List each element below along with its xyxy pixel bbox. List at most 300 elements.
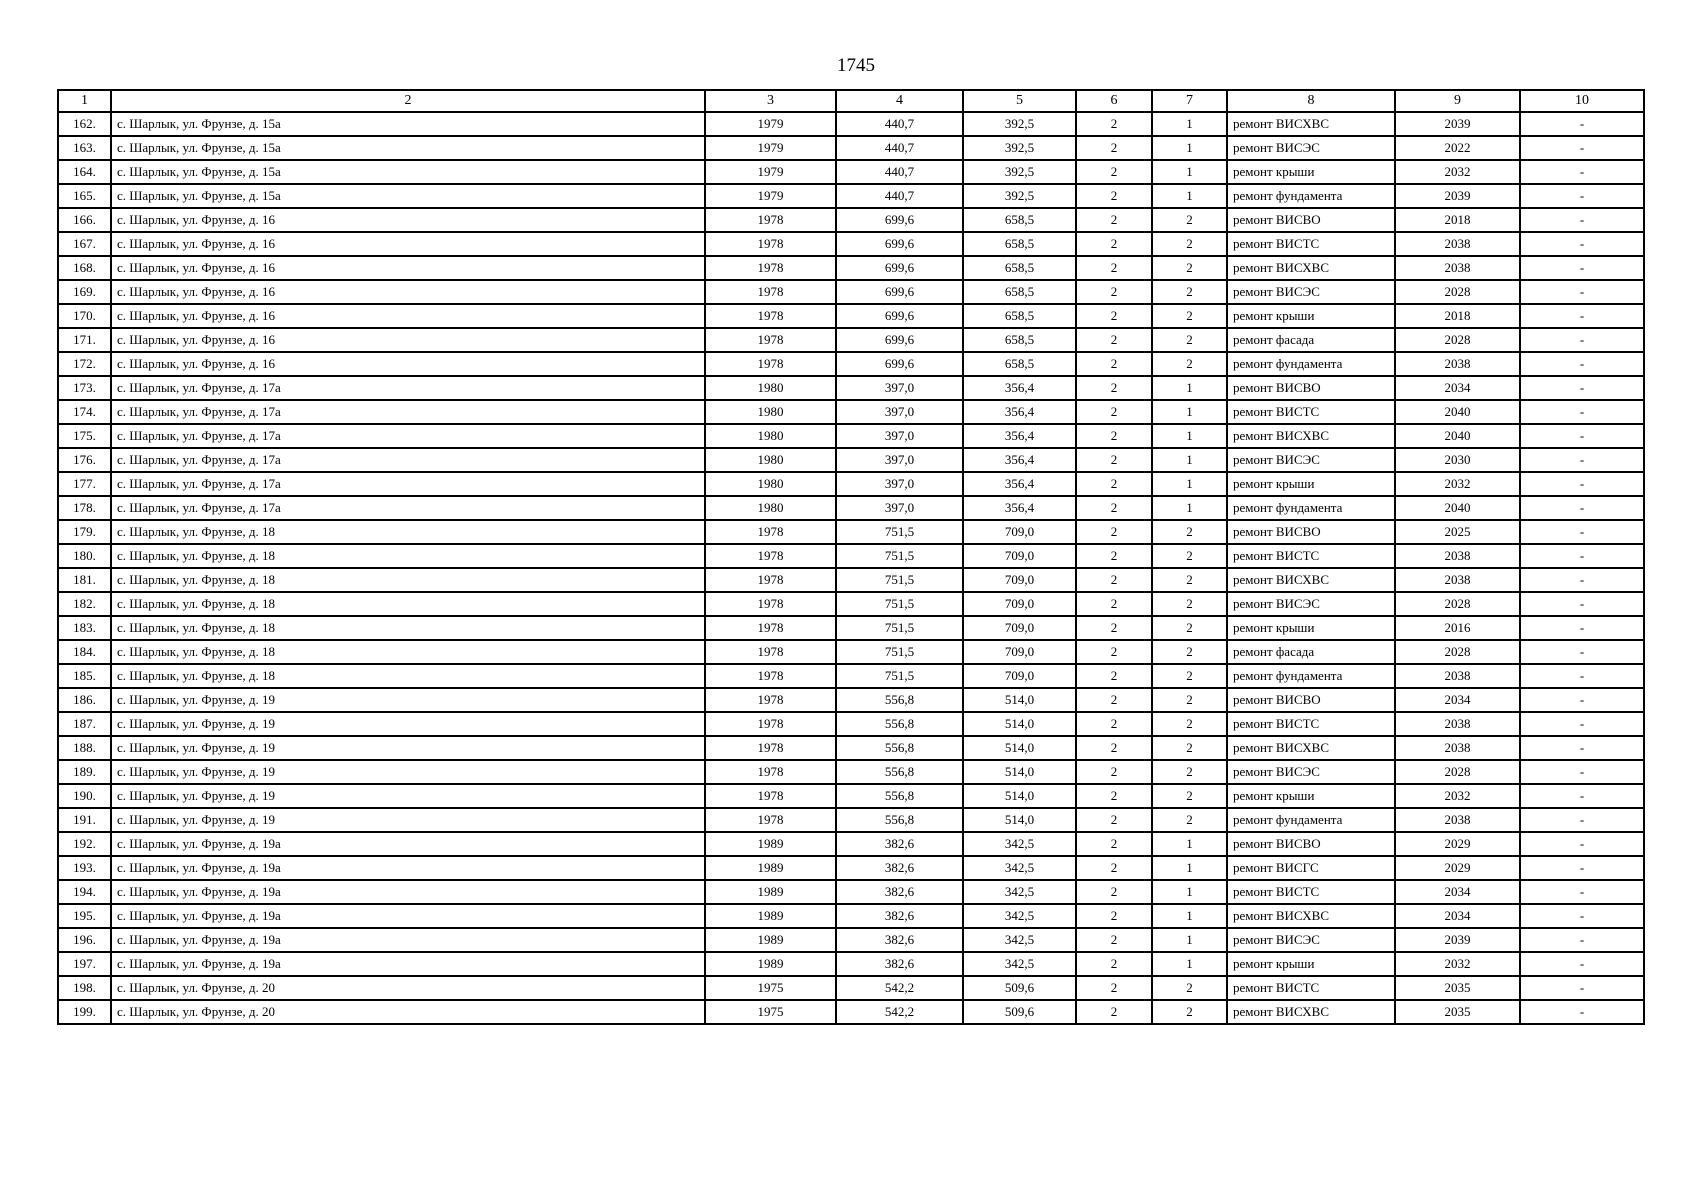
- entrances-cell: 1: [1152, 496, 1227, 520]
- year-cell: 1978: [705, 664, 836, 688]
- row-number: 186.: [58, 688, 111, 712]
- row-number: 174.: [58, 400, 111, 424]
- entrances-cell: 2: [1152, 520, 1227, 544]
- living-area-cell: 709,0: [963, 664, 1076, 688]
- living-area-cell: 392,5: [963, 112, 1076, 136]
- address-cell: с. Шарлык, ул. Фрунзе, д. 16: [111, 304, 705, 328]
- column-header: 2: [111, 90, 705, 112]
- planned-year-cell: 2028: [1395, 328, 1520, 352]
- living-area-cell: 342,5: [963, 928, 1076, 952]
- table-row: [58, 400, 1644, 424]
- living-area-cell: 342,5: [963, 832, 1076, 856]
- planned-year-cell: 2038: [1395, 736, 1520, 760]
- table-row: [58, 808, 1644, 832]
- planned-year-cell: 2034: [1395, 904, 1520, 928]
- year-cell: 1978: [705, 640, 836, 664]
- floors-cell: 2: [1076, 136, 1152, 160]
- living-area-cell: 514,0: [963, 688, 1076, 712]
- row-number: 193.: [58, 856, 111, 880]
- entrances-cell: 2: [1152, 664, 1227, 688]
- table-row: [58, 496, 1644, 520]
- planned-year-cell: 2029: [1395, 856, 1520, 880]
- entrances-cell: 1: [1152, 928, 1227, 952]
- work-type-cell: ремонт фасада: [1227, 328, 1395, 352]
- note-cell: -: [1520, 928, 1644, 952]
- note-cell: -: [1520, 544, 1644, 568]
- table-row: [58, 688, 1644, 712]
- total-area-cell: 699,6: [836, 256, 963, 280]
- year-cell: 1978: [705, 736, 836, 760]
- living-area-cell: 709,0: [963, 640, 1076, 664]
- floors-cell: 2: [1076, 808, 1152, 832]
- entrances-cell: 2: [1152, 976, 1227, 1000]
- entrances-cell: 2: [1152, 712, 1227, 736]
- total-area-cell: 556,8: [836, 688, 963, 712]
- total-area-cell: 397,0: [836, 496, 963, 520]
- total-area-cell: 440,7: [836, 112, 963, 136]
- total-area-cell: 382,6: [836, 832, 963, 856]
- table-row: [58, 376, 1644, 400]
- floors-cell: 2: [1076, 1000, 1152, 1024]
- note-cell: -: [1520, 568, 1644, 592]
- column-header: 9: [1395, 90, 1520, 112]
- address-cell: с. Шарлык, ул. Фрунзе, д. 19: [111, 736, 705, 760]
- address-cell: с. Шарлык, ул. Фрунзе, д. 18: [111, 616, 705, 640]
- entrances-cell: 1: [1152, 424, 1227, 448]
- note-cell: -: [1520, 592, 1644, 616]
- year-cell: 1978: [705, 544, 836, 568]
- floors-cell: 2: [1076, 976, 1152, 1000]
- total-area-cell: 699,6: [836, 280, 963, 304]
- row-number: 167.: [58, 232, 111, 256]
- living-area-cell: 392,5: [963, 136, 1076, 160]
- living-area-cell: 709,0: [963, 568, 1076, 592]
- row-number: 181.: [58, 568, 111, 592]
- entrances-cell: 2: [1152, 328, 1227, 352]
- table-row: [58, 712, 1644, 736]
- address-cell: с. Шарлык, ул. Фрунзе, д. 18: [111, 664, 705, 688]
- living-area-cell: 509,6: [963, 1000, 1076, 1024]
- planned-year-cell: 2038: [1395, 568, 1520, 592]
- total-area-cell: 751,5: [836, 664, 963, 688]
- column-header: 10: [1520, 90, 1644, 112]
- table-row: [58, 280, 1644, 304]
- living-area-cell: 514,0: [963, 808, 1076, 832]
- entrances-cell: 1: [1152, 160, 1227, 184]
- address-cell: с. Шарлык, ул. Фрунзе, д. 18: [111, 544, 705, 568]
- total-area-cell: 751,5: [836, 568, 963, 592]
- work-type-cell: ремонт фундамента: [1227, 184, 1395, 208]
- row-number: 169.: [58, 280, 111, 304]
- total-area-cell: 751,5: [836, 640, 963, 664]
- table-row: [58, 304, 1644, 328]
- work-type-cell: ремонт ВИСТС: [1227, 712, 1395, 736]
- living-area-cell: 392,5: [963, 184, 1076, 208]
- year-cell: 1989: [705, 832, 836, 856]
- total-area-cell: 699,6: [836, 328, 963, 352]
- work-type-cell: ремонт крыши: [1227, 304, 1395, 328]
- entrances-cell: 2: [1152, 256, 1227, 280]
- table-row: [58, 664, 1644, 688]
- living-area-cell: 342,5: [963, 856, 1076, 880]
- address-cell: с. Шарлык, ул. Фрунзе, д. 16: [111, 256, 705, 280]
- work-type-cell: ремонт ВИСХВС: [1227, 256, 1395, 280]
- floors-cell: 2: [1076, 592, 1152, 616]
- address-cell: с. Шарлык, ул. Фрунзе, д. 17а: [111, 496, 705, 520]
- living-area-cell: 342,5: [963, 952, 1076, 976]
- note-cell: -: [1520, 160, 1644, 184]
- total-area-cell: 382,6: [836, 880, 963, 904]
- entrances-cell: 2: [1152, 1000, 1227, 1024]
- table-row: [58, 592, 1644, 616]
- floors-cell: 2: [1076, 112, 1152, 136]
- entrances-cell: 1: [1152, 112, 1227, 136]
- living-area-cell: 356,4: [963, 448, 1076, 472]
- floors-cell: 2: [1076, 928, 1152, 952]
- work-type-cell: ремонт крыши: [1227, 784, 1395, 808]
- note-cell: -: [1520, 352, 1644, 376]
- row-number: 196.: [58, 928, 111, 952]
- note-cell: -: [1520, 688, 1644, 712]
- table-row: [58, 640, 1644, 664]
- work-type-cell: ремонт ВИСХВС: [1227, 1000, 1395, 1024]
- address-cell: с. Шарлык, ул. Фрунзе, д. 19а: [111, 832, 705, 856]
- table-row: [58, 880, 1644, 904]
- work-type-cell: ремонт фундамента: [1227, 808, 1395, 832]
- work-type-cell: ремонт фундамента: [1227, 664, 1395, 688]
- work-type-cell: ремонт фундамента: [1227, 496, 1395, 520]
- living-area-cell: 658,5: [963, 280, 1076, 304]
- address-cell: с. Шарлык, ул. Фрунзе, д. 15а: [111, 136, 705, 160]
- planned-year-cell: 2039: [1395, 112, 1520, 136]
- work-type-cell: ремонт ВИСВО: [1227, 520, 1395, 544]
- entrances-cell: 1: [1152, 832, 1227, 856]
- entrances-cell: 1: [1152, 136, 1227, 160]
- entrances-cell: 2: [1152, 688, 1227, 712]
- note-cell: -: [1520, 400, 1644, 424]
- note-cell: -: [1520, 208, 1644, 232]
- living-area-cell: 342,5: [963, 880, 1076, 904]
- entrances-cell: 2: [1152, 640, 1227, 664]
- total-area-cell: 699,6: [836, 352, 963, 376]
- living-area-cell: 658,5: [963, 352, 1076, 376]
- table-row: [58, 1000, 1644, 1024]
- entrances-cell: 2: [1152, 736, 1227, 760]
- column-header: 6: [1076, 90, 1152, 112]
- living-area-cell: 709,0: [963, 520, 1076, 544]
- row-number: 191.: [58, 808, 111, 832]
- floors-cell: 2: [1076, 856, 1152, 880]
- entrances-cell: 2: [1152, 568, 1227, 592]
- year-cell: 1978: [705, 352, 836, 376]
- year-cell: 1978: [705, 688, 836, 712]
- planned-year-cell: 2032: [1395, 784, 1520, 808]
- table-row: [58, 448, 1644, 472]
- planned-year-cell: 2018: [1395, 304, 1520, 328]
- work-type-cell: ремонт ВИСЭС: [1227, 136, 1395, 160]
- work-type-cell: ремонт ВИСТС: [1227, 880, 1395, 904]
- year-cell: 1980: [705, 376, 836, 400]
- work-type-cell: ремонт ВИСХВС: [1227, 424, 1395, 448]
- year-cell: 1989: [705, 904, 836, 928]
- floors-cell: 2: [1076, 328, 1152, 352]
- living-area-cell: 658,5: [963, 208, 1076, 232]
- column-header: 1: [58, 90, 111, 112]
- floors-cell: 2: [1076, 544, 1152, 568]
- planned-year-cell: 2035: [1395, 1000, 1520, 1024]
- planned-year-cell: 2018: [1395, 208, 1520, 232]
- planned-year-cell: 2040: [1395, 424, 1520, 448]
- note-cell: -: [1520, 472, 1644, 496]
- floors-cell: 2: [1076, 688, 1152, 712]
- entrances-cell: 2: [1152, 544, 1227, 568]
- table-row: [58, 760, 1644, 784]
- table-row: [58, 568, 1644, 592]
- entrances-cell: 1: [1152, 184, 1227, 208]
- row-number: 194.: [58, 880, 111, 904]
- total-area-cell: 699,6: [836, 208, 963, 232]
- living-area-cell: 709,0: [963, 592, 1076, 616]
- living-area-cell: 509,6: [963, 976, 1076, 1000]
- year-cell: 1980: [705, 472, 836, 496]
- table-row: [58, 352, 1644, 376]
- year-cell: 1978: [705, 232, 836, 256]
- table-row: [58, 976, 1644, 1000]
- planned-year-cell: 2035: [1395, 976, 1520, 1000]
- planned-year-cell: 2038: [1395, 712, 1520, 736]
- note-cell: -: [1520, 808, 1644, 832]
- row-number: 190.: [58, 784, 111, 808]
- planned-year-cell: 2030: [1395, 448, 1520, 472]
- living-area-cell: 514,0: [963, 760, 1076, 784]
- row-number: 184.: [58, 640, 111, 664]
- row-number: 182.: [58, 592, 111, 616]
- planned-year-cell: 2029: [1395, 832, 1520, 856]
- planned-year-cell: 2038: [1395, 352, 1520, 376]
- note-cell: -: [1520, 520, 1644, 544]
- note-cell: -: [1520, 256, 1644, 280]
- row-number: 176.: [58, 448, 111, 472]
- planned-year-cell: 2039: [1395, 928, 1520, 952]
- work-type-cell: ремонт крыши: [1227, 616, 1395, 640]
- planned-year-cell: 2022: [1395, 136, 1520, 160]
- address-cell: с. Шарлык, ул. Фрунзе, д. 16: [111, 208, 705, 232]
- living-area-cell: 658,5: [963, 328, 1076, 352]
- year-cell: 1978: [705, 712, 836, 736]
- planned-year-cell: 2034: [1395, 376, 1520, 400]
- year-cell: 1978: [705, 760, 836, 784]
- total-area-cell: 751,5: [836, 520, 963, 544]
- floors-cell: 2: [1076, 496, 1152, 520]
- year-cell: 1978: [705, 304, 836, 328]
- row-number: 183.: [58, 616, 111, 640]
- table-row: [58, 784, 1644, 808]
- planned-year-cell: 2034: [1395, 880, 1520, 904]
- entrances-cell: 1: [1152, 904, 1227, 928]
- row-number: 162.: [58, 112, 111, 136]
- total-area-cell: 440,7: [836, 160, 963, 184]
- living-area-cell: 658,5: [963, 304, 1076, 328]
- table-row: [58, 928, 1644, 952]
- row-number: 170.: [58, 304, 111, 328]
- note-cell: -: [1520, 136, 1644, 160]
- entrances-cell: 2: [1152, 304, 1227, 328]
- address-cell: с. Шарлык, ул. Фрунзе, д. 19а: [111, 904, 705, 928]
- row-number: 197.: [58, 952, 111, 976]
- work-type-cell: ремонт ВИСЭС: [1227, 448, 1395, 472]
- table-body: [58, 112, 1644, 1024]
- planned-year-cell: 2038: [1395, 256, 1520, 280]
- floors-cell: 2: [1076, 304, 1152, 328]
- address-cell: с. Шарлык, ул. Фрунзе, д. 15а: [111, 160, 705, 184]
- planned-year-cell: 2038: [1395, 544, 1520, 568]
- note-cell: -: [1520, 496, 1644, 520]
- year-cell: 1975: [705, 976, 836, 1000]
- entrances-cell: 2: [1152, 592, 1227, 616]
- note-cell: -: [1520, 328, 1644, 352]
- year-cell: 1980: [705, 424, 836, 448]
- row-number: 187.: [58, 712, 111, 736]
- note-cell: -: [1520, 232, 1644, 256]
- floors-cell: 2: [1076, 760, 1152, 784]
- address-cell: с. Шарлык, ул. Фрунзе, д. 19: [111, 784, 705, 808]
- total-area-cell: 382,6: [836, 856, 963, 880]
- note-cell: -: [1520, 664, 1644, 688]
- note-cell: -: [1520, 784, 1644, 808]
- address-cell: с. Шарлык, ул. Фрунзе, д. 19: [111, 760, 705, 784]
- work-type-cell: ремонт ВИСХВС: [1227, 112, 1395, 136]
- floors-cell: 2: [1076, 568, 1152, 592]
- year-cell: 1989: [705, 928, 836, 952]
- floors-cell: 2: [1076, 472, 1152, 496]
- total-area-cell: 556,8: [836, 784, 963, 808]
- year-cell: 1979: [705, 184, 836, 208]
- capital-repair-table: [57, 89, 1645, 1025]
- year-cell: 1978: [705, 784, 836, 808]
- total-area-cell: 440,7: [836, 136, 963, 160]
- floors-cell: 2: [1076, 352, 1152, 376]
- total-area-cell: 699,6: [836, 304, 963, 328]
- work-type-cell: ремонт ВИСВО: [1227, 208, 1395, 232]
- floors-cell: 2: [1076, 616, 1152, 640]
- year-cell: 1980: [705, 496, 836, 520]
- work-type-cell: ремонт ВИСТС: [1227, 544, 1395, 568]
- note-cell: -: [1520, 904, 1644, 928]
- address-cell: с. Шарлык, ул. Фрунзе, д. 16: [111, 328, 705, 352]
- planned-year-cell: 2032: [1395, 952, 1520, 976]
- living-area-cell: 356,4: [963, 400, 1076, 424]
- floors-cell: 2: [1076, 664, 1152, 688]
- address-cell: с. Шарлык, ул. Фрунзе, д. 16: [111, 352, 705, 376]
- table-row: [58, 136, 1644, 160]
- year-cell: 1978: [705, 328, 836, 352]
- address-cell: с. Шарлык, ул. Фрунзе, д. 19: [111, 688, 705, 712]
- planned-year-cell: 2028: [1395, 592, 1520, 616]
- work-type-cell: ремонт ВИСЭС: [1227, 928, 1395, 952]
- column-header: 4: [836, 90, 963, 112]
- floors-cell: 2: [1076, 904, 1152, 928]
- living-area-cell: 658,5: [963, 232, 1076, 256]
- entrances-cell: 2: [1152, 760, 1227, 784]
- year-cell: 1978: [705, 280, 836, 304]
- work-type-cell: ремонт ВИСТС: [1227, 232, 1395, 256]
- note-cell: -: [1520, 952, 1644, 976]
- address-cell: с. Шарлык, ул. Фрунзе, д. 16: [111, 232, 705, 256]
- entrances-cell: 2: [1152, 616, 1227, 640]
- total-area-cell: 751,5: [836, 616, 963, 640]
- living-area-cell: 392,5: [963, 160, 1076, 184]
- row-number: 189.: [58, 760, 111, 784]
- year-cell: 1978: [705, 256, 836, 280]
- planned-year-cell: 2040: [1395, 400, 1520, 424]
- work-type-cell: ремонт ВИСХВС: [1227, 736, 1395, 760]
- work-type-cell: ремонт ВИСВО: [1227, 376, 1395, 400]
- address-cell: с. Шарлык, ул. Фрунзе, д. 19а: [111, 928, 705, 952]
- planned-year-cell: 2028: [1395, 640, 1520, 664]
- total-area-cell: 556,8: [836, 736, 963, 760]
- year-cell: 1978: [705, 520, 836, 544]
- table-row: [58, 904, 1644, 928]
- row-number: 171.: [58, 328, 111, 352]
- planned-year-cell: 2034: [1395, 688, 1520, 712]
- row-number: 163.: [58, 136, 111, 160]
- planned-year-cell: 2032: [1395, 472, 1520, 496]
- note-cell: -: [1520, 280, 1644, 304]
- living-area-cell: 658,5: [963, 256, 1076, 280]
- total-area-cell: 751,5: [836, 544, 963, 568]
- row-number: 178.: [58, 496, 111, 520]
- address-cell: с. Шарлык, ул. Фрунзе, д. 17а: [111, 424, 705, 448]
- table-row: [58, 952, 1644, 976]
- planned-year-cell: 2038: [1395, 232, 1520, 256]
- work-type-cell: ремонт ВИСХВС: [1227, 904, 1395, 928]
- table-row: [58, 232, 1644, 256]
- year-cell: 1978: [705, 568, 836, 592]
- note-cell: -: [1520, 376, 1644, 400]
- note-cell: -: [1520, 616, 1644, 640]
- work-type-cell: ремонт ВИСХВС: [1227, 568, 1395, 592]
- address-cell: с. Шарлык, ул. Фрунзе, д. 15а: [111, 184, 705, 208]
- work-type-cell: ремонт крыши: [1227, 952, 1395, 976]
- address-cell: с. Шарлык, ул. Фрунзе, д. 17а: [111, 400, 705, 424]
- year-cell: 1989: [705, 952, 836, 976]
- address-cell: с. Шарлык, ул. Фрунзе, д. 19: [111, 808, 705, 832]
- address-cell: с. Шарлык, ул. Фрунзе, д. 18: [111, 520, 705, 544]
- floors-cell: 2: [1076, 712, 1152, 736]
- note-cell: -: [1520, 184, 1644, 208]
- table-row: [58, 184, 1644, 208]
- floors-cell: 2: [1076, 280, 1152, 304]
- work-type-cell: ремонт крыши: [1227, 160, 1395, 184]
- row-number: 164.: [58, 160, 111, 184]
- address-cell: с. Шарлык, ул. Фрунзе, д. 17а: [111, 448, 705, 472]
- work-type-cell: ремонт крыши: [1227, 472, 1395, 496]
- row-number: 179.: [58, 520, 111, 544]
- year-cell: 1979: [705, 160, 836, 184]
- entrances-cell: 2: [1152, 280, 1227, 304]
- year-cell: 1975: [705, 1000, 836, 1024]
- total-area-cell: 556,8: [836, 760, 963, 784]
- living-area-cell: 356,4: [963, 376, 1076, 400]
- work-type-cell: ремонт ВИСЭС: [1227, 760, 1395, 784]
- year-cell: 1989: [705, 856, 836, 880]
- address-cell: с. Шарлык, ул. Фрунзе, д. 19а: [111, 856, 705, 880]
- total-area-cell: 397,0: [836, 400, 963, 424]
- entrances-cell: 1: [1152, 448, 1227, 472]
- floors-cell: 2: [1076, 736, 1152, 760]
- planned-year-cell: 2016: [1395, 616, 1520, 640]
- row-number: 166.: [58, 208, 111, 232]
